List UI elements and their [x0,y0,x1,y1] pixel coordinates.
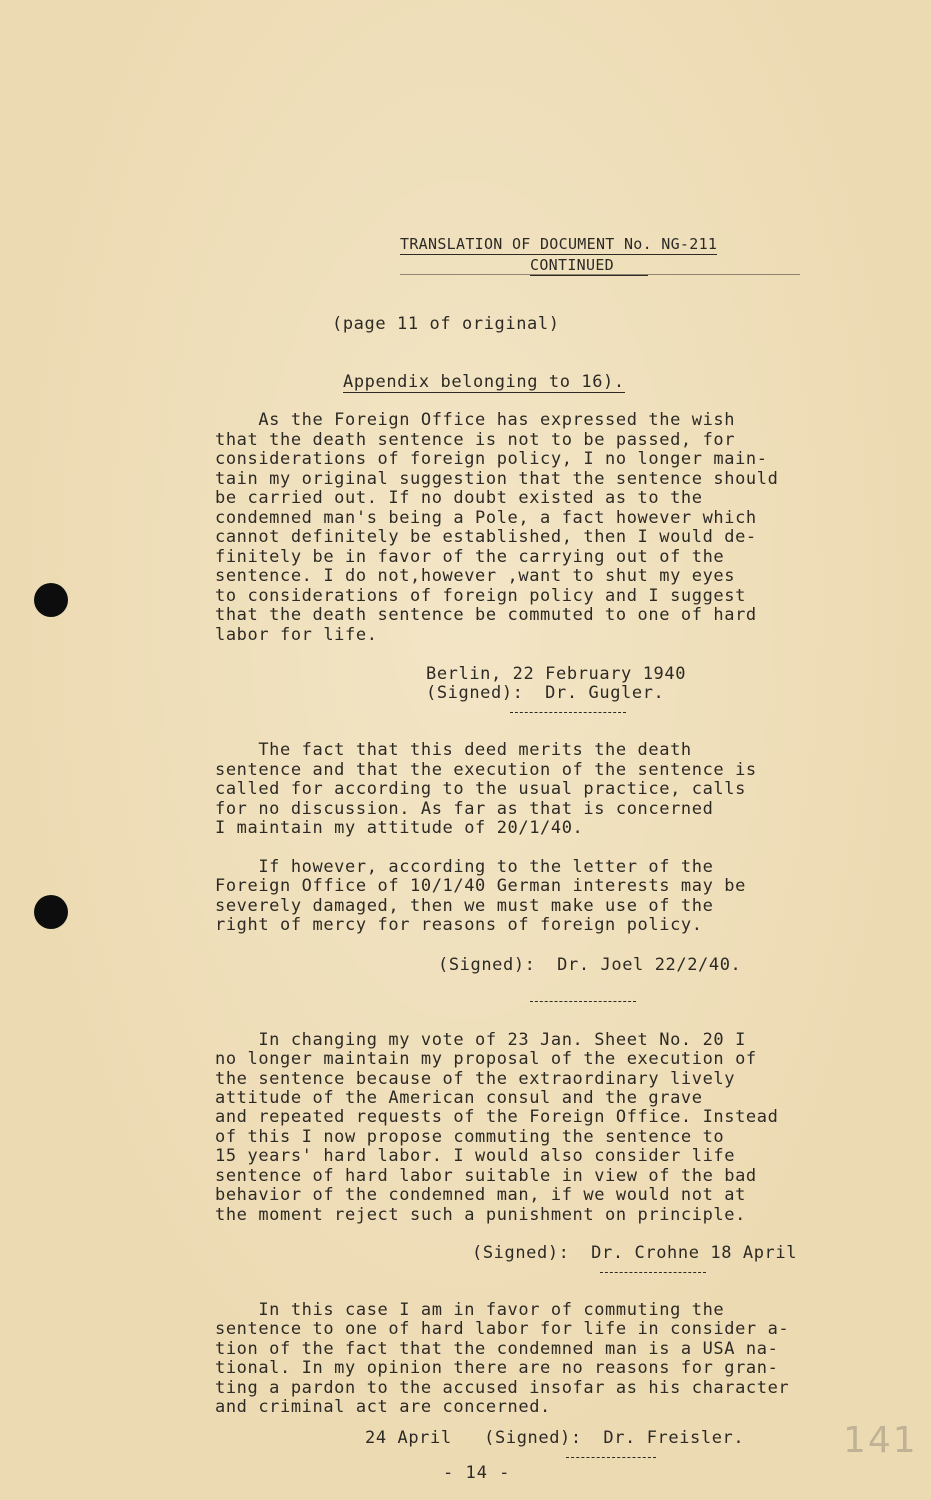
para5-line: ting a pardon to the accused insofar as his character [215,1378,790,1398]
sig1-place-date: Berlin, 22 February 1940 [426,664,687,684]
para5-line: and criminal act are concerned. [215,1397,551,1417]
para3-line: If however, according to the letter of the [215,857,714,877]
separator [530,1001,636,1002]
para1-line: tain my original suggestion that the sentence should [215,469,779,489]
para1-line: condemned man's being a Pole, a fact however which [215,508,757,528]
sig3-signed: (Signed): Dr. Crohne 18 April [472,1243,798,1263]
para1-line: As the Foreign Office has expressed the wish [215,410,736,430]
punch-hole-top [34,583,68,617]
page-number: - 14 - [443,1463,511,1483]
para5-line: tion of the fact that the condemned man is a USA na- [215,1339,779,1359]
separator [566,1457,656,1458]
para2-line: I maintain my attitude of 20/1/40. [215,818,584,838]
para3-line: severely damaged, then we must make use of the [215,896,714,916]
para1-line: labor for life. [215,625,378,645]
appendix-title: Appendix belonging to 16). [343,372,625,392]
para3-line: Foreign Office of 10/1/40 German interests may be [215,876,746,896]
para2-line: called for according to the usual practice, calls [215,779,746,799]
sig2-signed: (Signed): Dr. Joel 22/2/40. [438,955,742,975]
para5-line: tional. In my opinion there are no reasons for gran- [215,1358,779,1378]
para1-line: finitely be in favor of the carrying out of the [215,547,725,567]
archive-stamp-number: 141 [843,1420,918,1461]
para1-line: that the death sentence is not to be passed, for [215,430,736,450]
para4-line: the moment reject such a punishment on principle. [215,1205,746,1225]
sig1-signed: (Signed): Dr. Gugler. [426,683,665,703]
para1-line: be carried out. If no doubt existed as to the [215,488,703,508]
para1-line: cannot definitely be established, then I would de- [215,527,757,547]
header-title: TRANSLATION OF DOCUMENT No. NG-211 [400,235,718,253]
para4-line: and repeated requests of the Foreign Office. Instead [215,1107,779,1127]
para4-line: 15 years' hard labor. I would also consider life [215,1146,736,1166]
para1-line: considerations of foreign policy, I no longer main- [215,449,768,469]
para1-line: to considerations of foreign policy and I suggest [215,586,746,606]
para1-line: sentence. I do not,however ,want to shut my eyes [215,566,736,586]
para2-line: for no discussion. As far as that is concerned [215,799,714,819]
para4-line: In changing my vote of 23 Jan. Sheet No. 20 I [215,1030,746,1050]
sig4-signed: 24 April (Signed): Dr. Freisler. [365,1428,745,1448]
para5-line: sentence to one of hard labor for life in consider a- [215,1319,790,1339]
para4-line: of this I now propose commuting the sentence to [215,1127,725,1147]
para2-line: The fact that this deed merits the death [215,740,692,760]
separator [600,1272,706,1273]
header-rule [400,274,800,275]
para4-line: sentence of hard labor suitable in view of the bad [215,1166,757,1186]
para4-line: attitude of the American consul and the grave [215,1088,703,1108]
para4-line: no longer maintain my proposal of the execution of [215,1049,757,1069]
para1-line: that the death sentence be commuted to one of hard [215,605,757,625]
para3-line: right of mercy for reasons of foreign policy. [215,915,703,935]
para4-line: the sentence because of the extraordinary lively [215,1069,736,1089]
header-continued: CONTINUED [530,255,648,276]
para2-line: sentence and that the execution of the sentence is [215,760,757,780]
punch-hole-bottom [34,895,68,929]
separator [510,712,626,713]
page-reference: (page 11 of original) [332,314,560,334]
document-header [400,234,800,276]
para5-line: In this case I am in favor of commuting the [215,1300,725,1320]
para4-line: behavior of the condemned man, if we would not at [215,1185,746,1205]
